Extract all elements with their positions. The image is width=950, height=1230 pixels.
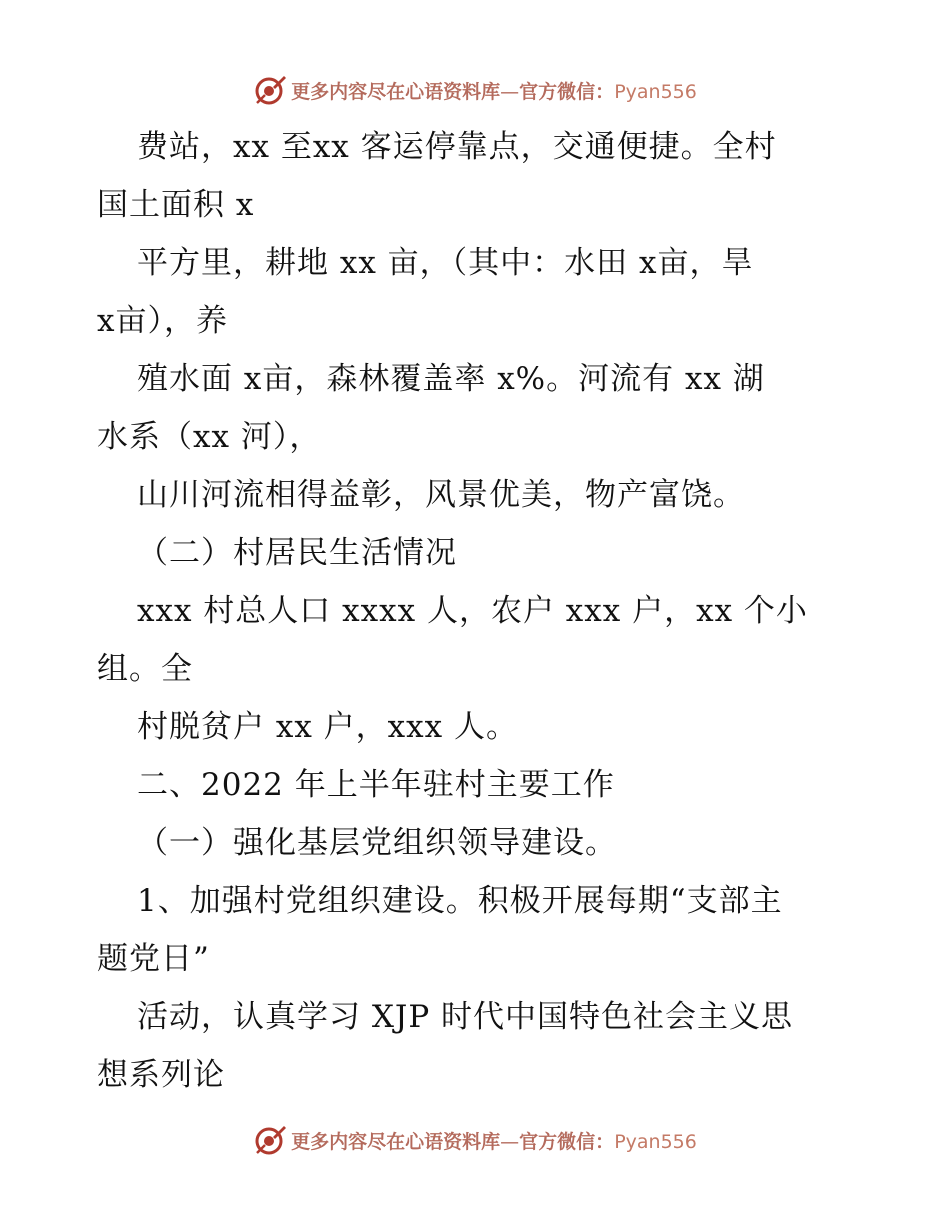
watermark-text [291,1127,697,1154]
watermark-dash: — [500,80,520,103]
watermark-library-name: 更多内容尽在心语资料库 [291,80,501,103]
text-line: 费站，xx 至xx 客运停靠点，交通便捷。全村 [137,129,777,165]
text-line: 水系（xx 河）， [97,419,322,455]
watermark-dash: — [500,1130,520,1153]
text-line: （一）强化基层党组织领导建设。 [137,825,617,861]
text-line: 国土面积 x [97,187,255,223]
watermark-text [291,77,697,104]
header-watermark [0,70,950,110]
text-line: xxx 村总人口 xxxx 人，农户 xxx 户，xx 个小 [137,593,808,629]
watermark-library-name: 更多内容尽在心语资料库 [291,1130,501,1153]
text-line: 1、加强村党组织建设。积极开展每期“支部主 [137,883,783,919]
text-line: （二）村居民生活情况 [137,535,457,571]
pen-logo-icon [253,1123,287,1157]
watermark-wechat-label: 官方微信： [519,80,615,103]
watermark-wechat-id: Pyan556 [614,80,697,103]
pen-logo-icon [253,73,287,107]
text-line: 村脱贫户 xx 户，xxx 人。 [137,709,518,745]
text-line: 想系列论 [97,1057,225,1093]
text-line: 组。全 [97,651,193,687]
document-body [97,118,857,1104]
text-line: x亩），养 [97,303,228,339]
watermark-wechat-id: Pyan556 [614,1130,697,1153]
text-line: 平方里，耕地 xx 亩，（其中：水田 x亩，旱 [137,245,754,281]
text-line: 殖水面 x亩，森林覆盖率 x%。河流有 xx 湖 [137,361,765,397]
text-line: 活动，认真学习 XJP 时代中国特色社会主义思 [137,999,794,1035]
text-line: 题党日” [97,941,210,977]
footer-watermark [0,1120,950,1160]
text-line: 山川河流相得益彰，风景优美，物产富饶。 [137,477,745,513]
watermark-wechat-label: 官方微信： [519,1130,615,1153]
text-line: 二、2022 年上半年驻村主要工作 [137,767,615,803]
